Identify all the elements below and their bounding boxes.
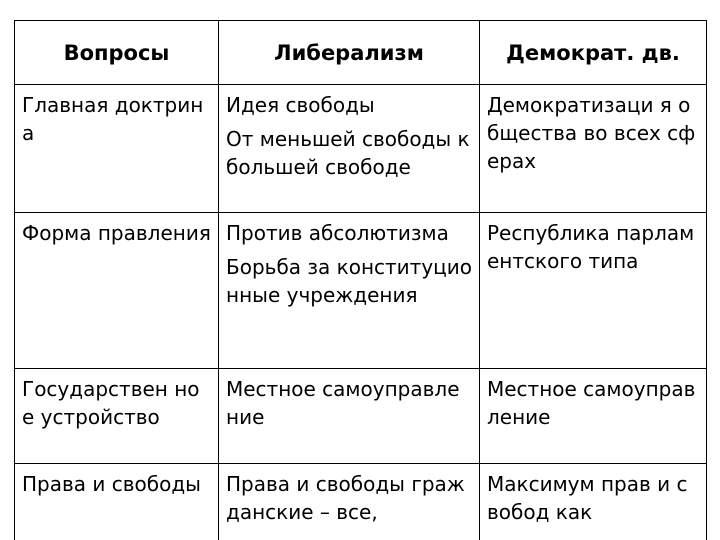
cell-text: Местное самоуправление bbox=[226, 377, 460, 429]
table-row bbox=[15, 464, 707, 540]
cell-liberalism bbox=[219, 213, 480, 369]
cell-text: Права и свободы гражданские – все, bbox=[226, 472, 465, 524]
header-democratic: Демократ. дв. bbox=[480, 21, 707, 85]
cell-liberalism bbox=[219, 85, 480, 213]
table-body bbox=[15, 85, 707, 540]
cell-liberalism bbox=[219, 369, 480, 464]
header-questions: Вопросы bbox=[15, 21, 219, 85]
cell-question bbox=[15, 464, 219, 540]
cell-text: Идея свободы bbox=[226, 93, 375, 117]
cell-text: От меньшей свободы к большей свободе bbox=[226, 127, 470, 179]
table-row bbox=[15, 85, 707, 213]
table-header bbox=[15, 21, 707, 85]
cell-democratic bbox=[480, 464, 707, 540]
cell-democratic bbox=[480, 369, 707, 464]
header-row bbox=[15, 21, 707, 85]
cell-text: Права и свободы bbox=[22, 472, 201, 496]
cell-liberalism bbox=[219, 464, 480, 540]
cell-text: Борьба за конституционные учреждения bbox=[226, 255, 473, 307]
cell-text: Главная доктрина bbox=[22, 93, 204, 145]
cell-text: Против абсолютизма bbox=[226, 221, 449, 245]
table-row bbox=[15, 369, 707, 464]
cell-text: Максимум прав и свобод как bbox=[487, 472, 688, 524]
cell-democratic bbox=[480, 85, 707, 213]
cell-question bbox=[15, 213, 219, 369]
comparison-table bbox=[14, 20, 707, 540]
cell-text: Форма правления bbox=[22, 221, 211, 245]
cell-text: Демократизаци я общества во всех сферах bbox=[487, 93, 696, 173]
table-row bbox=[15, 213, 707, 369]
header-liberalism: Либерализм bbox=[219, 21, 480, 85]
cell-text: Местное самоуправление bbox=[487, 377, 696, 429]
cell-text: Государствен ное устройство bbox=[22, 377, 200, 429]
cell-question bbox=[15, 85, 219, 213]
cell-democratic bbox=[480, 213, 707, 369]
cell-text: Республика парламентского типа bbox=[487, 221, 695, 273]
cell-question bbox=[15, 369, 219, 464]
